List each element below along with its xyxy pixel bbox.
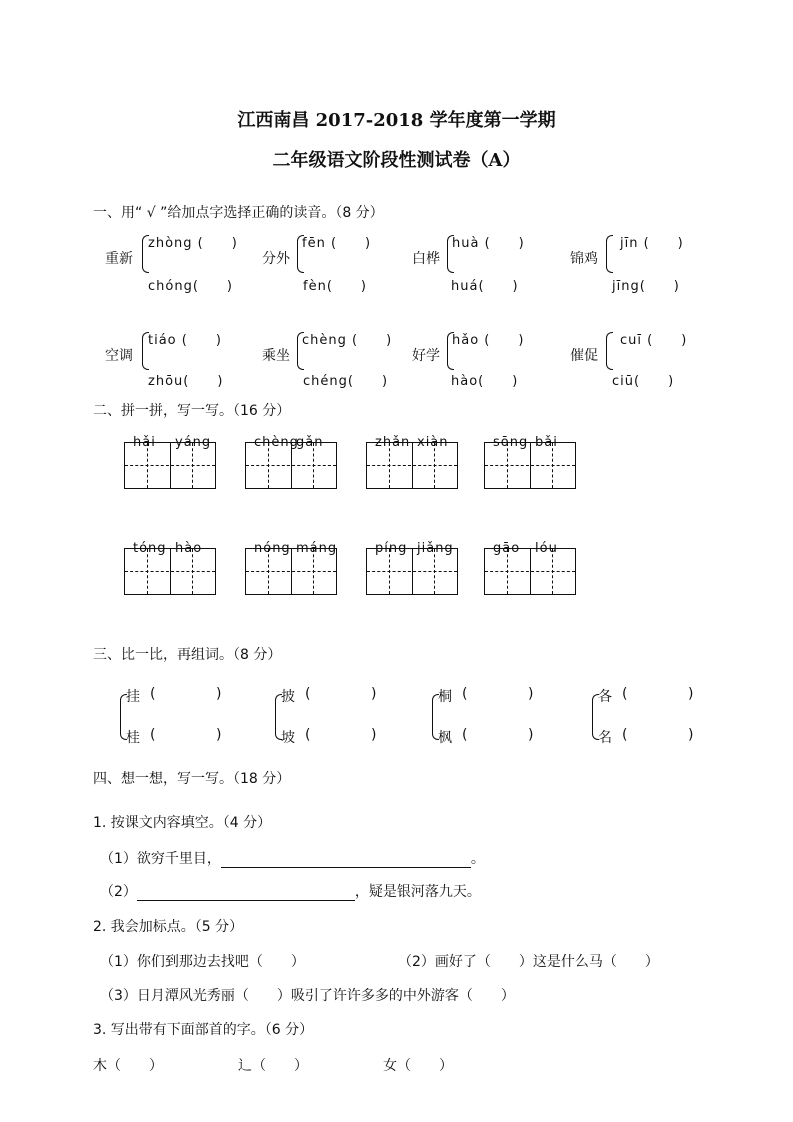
pinyin-option[interactable]: zhōu( ): [148, 374, 224, 389]
paren-close[interactable]: ): [688, 727, 694, 743]
paren-close[interactable]: ): [216, 686, 222, 702]
pinyin-label: zhǎn: [375, 435, 411, 450]
grid-line: [246, 465, 336, 466]
section-3-heading: 三、比一比，再组词。（8 分）: [93, 647, 282, 663]
word-label: 催促: [570, 348, 598, 364]
q1-line-1-text: （1）欲穷千里目，: [100, 851, 221, 867]
pinyin-label: sōng: [493, 435, 529, 450]
q1-line-2-text: （2）: [100, 884, 137, 900]
paren-close[interactable]: ): [688, 686, 694, 702]
section-2-heading: 二、拼一拼，写一写。（16 分）: [93, 403, 291, 419]
pinyin-option[interactable]: chéng( ): [303, 374, 389, 389]
writing-grid[interactable]: [245, 435, 337, 489]
character: 名: [598, 730, 612, 746]
writing-grid[interactable]: [124, 435, 216, 489]
grid-line: [246, 571, 336, 572]
q1-line-2: [100, 881, 481, 901]
pinyin-label: tóng: [133, 541, 167, 556]
q3-item-mu: 木（ ）: [93, 1058, 163, 1074]
character: 桂: [126, 730, 140, 746]
paren-close[interactable]: ): [528, 686, 534, 702]
q2-heading: 2. 我会加标点。（5 分）: [93, 919, 244, 935]
paren-open[interactable]: (: [150, 686, 156, 702]
grid-line: [125, 571, 215, 572]
q2-item-1: （1）你们到那边去找吧（ ）: [100, 954, 305, 970]
pinyin-label: gǎn: [296, 435, 324, 450]
writing-grid[interactable]: [245, 541, 338, 595]
pinyin-label: lóu: [535, 541, 558, 556]
writing-grid[interactable]: [366, 435, 458, 489]
pinyin-label: nóng: [254, 541, 291, 556]
pinyin-label: xiàn: [417, 435, 449, 450]
pinyin-option[interactable]: chèng ( ): [302, 333, 393, 348]
pinyin-label: gāo: [493, 541, 521, 556]
pinyin-label: jiǎng: [417, 541, 454, 556]
pinyin-label: yáng: [175, 435, 212, 450]
word-label: 乘坐: [262, 348, 290, 364]
pinyin-option[interactable]: hào( ): [451, 374, 519, 389]
paren-open[interactable]: (: [305, 727, 311, 743]
character: 枫: [438, 730, 452, 746]
brace-icon: [606, 235, 613, 273]
writing-grid[interactable]: [124, 541, 216, 595]
paren-open[interactable]: (: [462, 727, 468, 743]
pinyin-option[interactable]: jīng( ): [612, 279, 680, 294]
grid-line: [367, 571, 457, 572]
q3-item-chuo: 辶（ ）: [238, 1058, 308, 1074]
answer-blank[interactable]: [137, 886, 355, 901]
writing-grid[interactable]: [366, 541, 458, 595]
writing-grid[interactable]: [484, 435, 576, 489]
q1-heading: 1. 按课文内容填空。（4 分）: [93, 815, 272, 831]
pinyin-label: hǎi: [133, 435, 156, 450]
pinyin-label: hào: [175, 541, 203, 556]
word-label: 白桦: [412, 251, 440, 267]
q1-line-1: [100, 848, 485, 868]
q2-item-3: （3）日月潭风光秀丽（ ）吸引了许许多多的中外游客（ ）: [100, 988, 515, 1004]
q3-item-nv: 女（ ）: [383, 1058, 453, 1074]
q1-line-1-end: 。: [470, 851, 485, 867]
pinyin-option[interactable]: jīn ( ): [620, 236, 684, 251]
pinyin-option[interactable]: chóng( ): [148, 279, 233, 294]
section-1-heading: 一、用“ √ ”给加点字选择正确的读音。（8 分）: [93, 205, 384, 221]
pinyin-label: máng: [296, 541, 338, 556]
character: 披: [281, 689, 295, 705]
grid-line: [125, 465, 215, 466]
paren-close[interactable]: ): [528, 727, 534, 743]
exam-title: 江西南昌 2017-2018 学年度第一学期: [237, 110, 556, 131]
paren-close[interactable]: ): [216, 727, 222, 743]
grid-line: [367, 465, 457, 466]
pinyin-option[interactable]: fèn( ): [303, 279, 367, 294]
paren-close[interactable]: ): [371, 686, 377, 702]
character: 桐: [438, 689, 452, 705]
paren-open[interactable]: (: [622, 727, 628, 743]
paren-open[interactable]: (: [150, 727, 156, 743]
pinyin-option[interactable]: ciū( ): [612, 374, 675, 389]
word-label: 好学: [412, 348, 440, 364]
pinyin-label: píng: [375, 541, 408, 556]
word-label: 锦鸡: [570, 251, 598, 267]
pinyin-option[interactable]: huà ( ): [452, 236, 525, 251]
answer-blank[interactable]: [221, 853, 471, 868]
pinyin-label: chèng: [254, 435, 299, 450]
paren-open[interactable]: (: [462, 686, 468, 702]
exam-subtitle: 二年级语文阶段性测试卷（A）: [272, 150, 521, 171]
character: 挂: [126, 689, 140, 705]
section-4-heading: 四、想一想，写一写。（18 分）: [93, 771, 291, 787]
paren-open[interactable]: (: [622, 686, 628, 702]
paren-open[interactable]: (: [305, 686, 311, 702]
grid-line: [485, 465, 575, 466]
grid-line: [485, 571, 575, 572]
pinyin-option[interactable]: zhòng ( ): [148, 236, 238, 251]
pinyin-option[interactable]: fēn ( ): [302, 236, 372, 251]
brace-icon: [606, 332, 613, 370]
character: 坡: [281, 730, 295, 746]
word-label: 重新: [105, 251, 133, 267]
q2-item-2: （2）画好了（ ）这是什么马（ ）: [398, 954, 659, 970]
writing-grid[interactable]: [484, 541, 576, 595]
pinyin-option[interactable]: huá( ): [451, 279, 519, 294]
character: 各: [598, 689, 612, 705]
pinyin-option[interactable]: cuī ( ): [620, 333, 688, 348]
paren-close[interactable]: ): [371, 727, 377, 743]
pinyin-option[interactable]: hǎo ( ): [452, 333, 525, 348]
q1-line-2-end: ，疑是银河落九天。: [354, 884, 481, 900]
word-label: 空调: [105, 348, 133, 364]
word-label: 分外: [262, 251, 290, 267]
pinyin-option[interactable]: tiáo ( ): [148, 333, 222, 348]
q3-heading: 3. 写出带有下面部首的字。（6 分）: [93, 1022, 314, 1038]
pinyin-label: bǎi: [535, 435, 558, 450]
